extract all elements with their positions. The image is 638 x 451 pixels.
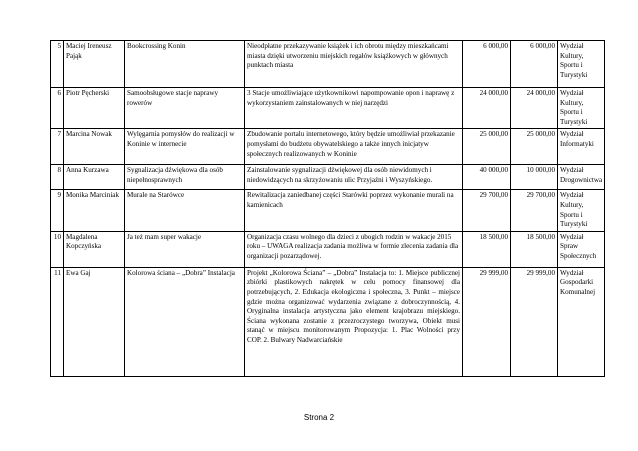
row-number: 5 [51, 41, 64, 88]
amount-proposed: 29 700,00 [463, 190, 511, 231]
applicant-name: Monika Marciniak [64, 190, 125, 231]
table-row [51, 88, 605, 129]
table-row [51, 165, 605, 190]
amount-proposed: 6 000,00 [463, 41, 511, 88]
amount-estimated: 24 000,00 [511, 88, 558, 129]
project-description: Organizacja czasu wolnego dla dzieci z ubogich rodzin w wakacje 2015 roku – UWAGA realizacja zadania możliwa w formie zlecenia zadania dla organizacji pozarządowej. [245, 231, 463, 267]
row-number: 10 [51, 231, 64, 267]
amount-proposed: 18 500,00 [463, 231, 511, 267]
project-description: Zbudowanie portalu internetowego, który będzie umożliwiał przekazanie pomysłami do budżetu obywatelskiego a także innych inicjatyw społecznych realizowanych w Koninie [245, 129, 463, 165]
row-number: 7 [51, 129, 64, 165]
project-description: Zainstalowanie sygnalizacji dźwiękowej dla osób niewidomych i niedowidzących na skrzyżowaniu ulic Przyjaźni i Wyszyńskiego. [245, 165, 463, 190]
department: Wydział Spraw Społecznych [558, 231, 605, 267]
amount-proposed: 40 000,00 [463, 165, 511, 190]
amount-proposed: 25 000,00 [463, 129, 511, 165]
amount-estimated: 6 000,00 [511, 41, 558, 88]
project-description: Rewitalizacja zaniedbanej części Starówki poprzez wykonanie murali na kamienicach [245, 190, 463, 231]
applicant-name: Piotr Pęcherski [64, 88, 125, 129]
project-title: Wylęgarnia pomysłów do realizacji w Koninie w internecie [125, 129, 245, 165]
project-title: Sygnalizacja dźwiękowa dla osób niepełnosprawnych [125, 165, 245, 190]
department: Wydział Kultury, Sportu i Turystyki [558, 88, 605, 129]
project-title: Bookcrossing Konin [125, 41, 245, 88]
applicant-name: Anna Kurzawa [64, 165, 125, 190]
project-title: Samoobsługowe stacje naprawy rowerów [125, 88, 245, 129]
amount-estimated: 25 000,00 [511, 129, 558, 165]
project-description: Nieodpłatne przekazywanie książek i ich obrotu między mieszkańcami miasta dzięki utworzeniu miejskich regałów książkowych w głównych punktach miasta [245, 41, 463, 88]
department: Wydział Informatyki [558, 129, 605, 165]
department: Wydział Gospodarki Komunalnej [558, 267, 605, 376]
amount-proposed: 24 000,00 [463, 88, 511, 129]
amount-estimated: 18 500,00 [511, 231, 558, 267]
project-title: Ja też mam super wakacje [125, 231, 245, 267]
table-row [51, 267, 605, 376]
table-row [51, 190, 605, 231]
amount-proposed: 29 999,00 [463, 267, 511, 376]
table-row [51, 41, 605, 88]
amount-estimated: 29 700,00 [511, 190, 558, 231]
applicant-name: Ewa Gaj [64, 267, 125, 376]
applicant-name: Maciej Ireneusz Pająk [64, 41, 125, 88]
project-title: Kolorowa ściana – „Dobra” Instalacja [125, 267, 245, 376]
department: Wydział Drogownictwa [558, 165, 605, 190]
row-number: 8 [51, 165, 64, 190]
project-title: Murale na Starówce [125, 190, 245, 231]
applicant-name: Magdalena Kopczyńska [64, 231, 125, 267]
table-row [51, 129, 605, 165]
amount-estimated: 10 000,00 [511, 165, 558, 190]
row-number: 11 [51, 267, 64, 376]
amount-estimated: 29 999,00 [511, 267, 558, 376]
projects-table [50, 40, 605, 377]
department: Wydział Kultury, Sportu i Turystyki [558, 41, 605, 88]
applicant-name: Marcina Nowak [64, 129, 125, 165]
project-description: 3 Stacje umożliwiające użytkownikowi napompowanie opon i naprawę z wykorzystaniem zainstalowanych w niej narzędzi [245, 88, 463, 129]
row-number: 9 [51, 190, 64, 231]
table-row [51, 231, 605, 267]
project-description: Projekt „Kolorowa Ściana” – „Dobra” Instalacja to: 1. Miejsce publicznej zbiórki plastikowych nakrętek w celu pomocy finansowej dla potrzebujących, 2. Edukacja ekologiczna i społeczna, 3. Punkt – miejsce gdzie można organizować wydarzenia związane z dobroczynnością, 4. Oryginalna instalacja artystyczna jako element krajobrazu miejskiego. Ściana wykonana zostanie z przezroczystego tworzywa, Obiekt musi stanąć w miejscu monitorowanym Propozycja: 1. Plac Wolności przy COP. 2. Bulwary Nadwarciańskie [245, 267, 463, 376]
department: Wydział Kultury, Sportu i Turystyki [558, 190, 605, 231]
page-footer: Strona 2 [303, 413, 335, 422]
row-number: 6 [51, 88, 64, 129]
